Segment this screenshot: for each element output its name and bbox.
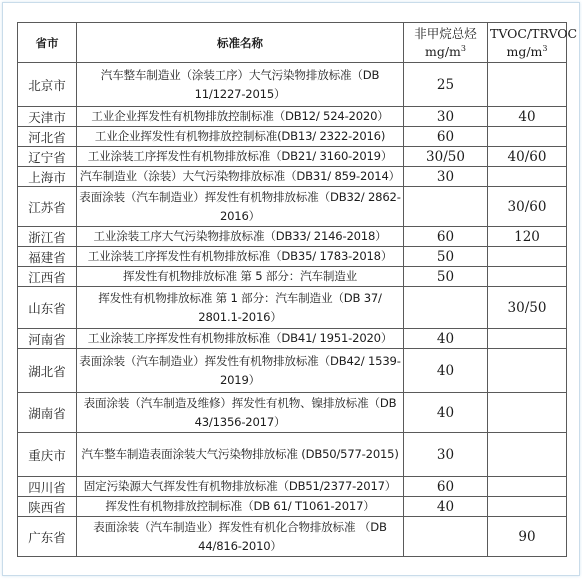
standard-cell: 表面涂装（汽车制造业）挥发性有机物排放标准（DB32/ 2862-2016）: [77, 187, 404, 227]
standard-cell: 工业涂装工序挥发性有机物排放标准（DB35/ 1783-2018）: [77, 247, 404, 267]
standard-cell: 挥发性有机物排放标准 第 5 部分：汽车制造业: [77, 267, 404, 287]
tvoc-value-cell: 40/60: [488, 147, 567, 167]
nmhc-value-cell: [404, 517, 488, 557]
header-standard: 标准名称: [77, 23, 404, 63]
table-row: [18, 433, 567, 477]
nmhc-value-cell: 40: [404, 329, 488, 349]
nmhc-value-cell: 40: [404, 393, 488, 433]
standard-cell: 挥发性有机物排放控制标准（DB 61/ T1061-2017）: [77, 497, 404, 517]
table-header-row: [18, 23, 567, 63]
nmhc-value-cell: 50: [404, 247, 488, 267]
province-cell: 北京市: [18, 63, 77, 107]
province-cell: 广东省: [18, 517, 77, 557]
table-row: [18, 227, 567, 247]
nmhc-value-cell: 25: [404, 63, 488, 107]
province-cell: 江苏省: [18, 187, 77, 227]
header-nmhc-title: 非甲烷总烃: [414, 25, 477, 41]
standard-cell: 表面涂装（汽车制造业）挥发性有机物排放标准（DB42/ 1539-2019）: [77, 349, 404, 393]
nmhc-value-cell: 30: [404, 433, 488, 477]
table-row: [18, 349, 567, 393]
province-cell: 江西省: [18, 267, 77, 287]
tvoc-value-cell: [488, 349, 567, 393]
province-cell: 河南省: [18, 329, 77, 349]
province-cell: 四川省: [18, 477, 77, 497]
tvoc-value-cell: [488, 247, 567, 267]
emission-standards-table: [17, 22, 578, 557]
header-nmhc-unit: $mg/m^3$: [424, 43, 466, 60]
standard-cell: 工业企业挥发性有机物排放控制标准(DB13/ 2322-2016): [77, 127, 404, 147]
tvoc-value-cell: 90: [488, 517, 567, 557]
table-row: [18, 497, 567, 517]
tvoc-value-cell: [488, 497, 567, 517]
table-row: [18, 267, 567, 287]
table-row: [18, 287, 567, 329]
tvoc-value-cell: [488, 329, 567, 349]
tvoc-value-cell: [488, 267, 567, 287]
tvoc-value-cell: 30/60: [488, 187, 567, 227]
table-row: [18, 329, 567, 349]
table-row: [18, 63, 567, 107]
tvoc-value-cell: [488, 393, 567, 433]
standard-cell: 表面涂装（汽车制造及维修）挥发性有机物、镍排放标准（DB 43/1356-2017）: [77, 393, 404, 433]
province-cell: 福建省: [18, 247, 77, 267]
tvoc-value-cell: [488, 433, 567, 477]
table-row: [18, 107, 567, 127]
nmhc-value-cell: [404, 187, 488, 227]
tvoc-value-cell: [488, 127, 567, 147]
nmhc-value-cell: 40: [404, 497, 488, 517]
nmhc-value-cell: 30/50: [404, 147, 488, 167]
standard-cell: 固定污染源大气挥发性有机物排放标准（DB51/2377-2017）: [77, 477, 404, 497]
tvoc-value-cell: 40: [488, 107, 567, 127]
table-row: [18, 187, 567, 227]
header-tvoc: [488, 23, 578, 63]
nmhc-value-cell: [404, 287, 488, 329]
table-row: [18, 167, 567, 187]
header-nmhc: [404, 23, 488, 63]
table-row: [18, 147, 567, 167]
nmhc-value-cell: 30: [404, 167, 488, 187]
tvoc-value-cell: [488, 167, 567, 187]
standard-cell: 挥发性有机物排放标准 第 1 部分：汽车制造业（DB 37/ 2801.1-2016）: [77, 287, 404, 329]
tvoc-value-cell: [488, 63, 567, 107]
province-cell: 浙江省: [18, 227, 77, 247]
tvoc-value-cell: 30/50: [488, 287, 567, 329]
table-row: [18, 127, 567, 147]
province-cell: 山东省: [18, 287, 77, 329]
province-cell: 天津市: [18, 107, 77, 127]
table-row: [18, 477, 567, 497]
nmhc-value-cell: 60: [404, 127, 488, 147]
table-row: [18, 517, 567, 557]
standard-cell: 工业企业挥发性有机物排放控制标准（DB12/ 524-2020）: [77, 107, 404, 127]
tvoc-value-cell: [488, 477, 567, 497]
nmhc-value-cell: 60: [404, 477, 488, 497]
province-cell: 辽宁省: [18, 147, 77, 167]
header-tvoc-unit: $mg/m^3$: [506, 43, 548, 60]
standard-cell: 汽车整车制造表面涂装大气污染物排放标准 (DB50/577-2015): [77, 433, 404, 477]
header-tvoc-title: TVOC/TRVOC: [490, 25, 578, 41]
nmhc-value-cell: 40: [404, 349, 488, 393]
nmhc-value-cell: 50: [404, 267, 488, 287]
tvoc-value-cell: 120: [488, 227, 567, 247]
standard-cell: 汽车制造业（涂装）大气污染物排放标准（DB31/ 859-2014）: [77, 167, 404, 187]
standard-cell: 汽车整车制造业（涂装工序）大气污染物排放标准（DB 11/1227-2015）: [77, 63, 404, 107]
province-cell: 湖北省: [18, 349, 77, 393]
nmhc-value-cell: 60: [404, 227, 488, 247]
header-province: 省市: [18, 23, 77, 63]
standard-cell: 工业涂装工序挥发性有机物排放标准（DB21/ 3160-2019）: [77, 147, 404, 167]
table-row: [18, 247, 567, 267]
table-row: [18, 393, 567, 433]
standard-cell: 工业涂装工序挥发性有机物排放标准（DB41/ 1951-2020）: [77, 329, 404, 349]
province-cell: 重庆市: [18, 433, 77, 477]
province-cell: 陕西省: [18, 497, 77, 517]
standard-cell: 工业涂装工序大气污染物排放标准（DB33/ 2146-2018）: [77, 227, 404, 247]
province-cell: 湖南省: [18, 393, 77, 433]
standard-cell: 表面涂装（汽车制造业）挥发性有机化合物排放标准 （DB 44/816-2010）: [77, 517, 404, 557]
province-cell: 上海市: [18, 167, 77, 187]
province-cell: 河北省: [18, 127, 77, 147]
nmhc-value-cell: 30: [404, 107, 488, 127]
